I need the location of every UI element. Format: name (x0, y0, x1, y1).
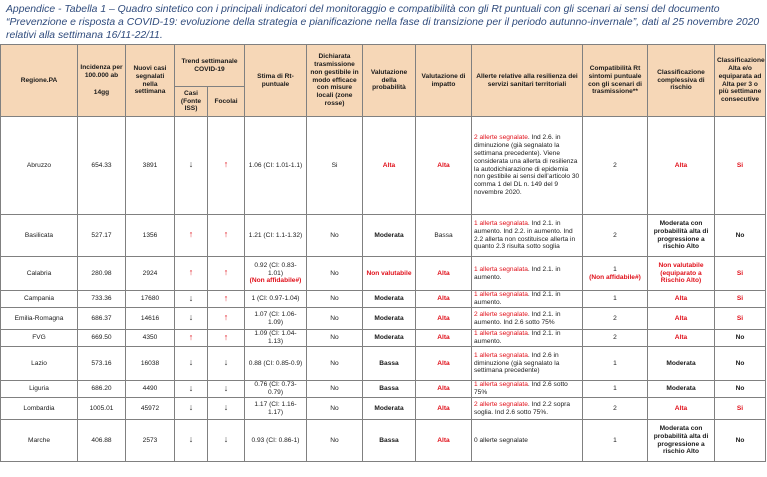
cell-region: Emilia-Romagna (1, 308, 78, 330)
cell-probability: Moderata (363, 330, 416, 347)
cell-risk (648, 347, 715, 381)
rt-value: 0.93 (CI: 0.86-1) (251, 436, 300, 444)
trend-arrow-icon: ↑ (223, 267, 229, 278)
alert-count: 2 allerte segnalate (474, 134, 528, 142)
cell-high3: Si (715, 117, 766, 215)
alert-text: . Ind 2.1. in aumento. Ind 2.6 sotto 75% (474, 310, 561, 326)
header-new-cases: Nuovi casi segnalati nella settimana (126, 45, 175, 117)
cell-risk (648, 330, 715, 347)
cell-new-cases: 1356 (126, 215, 175, 257)
cell-rt (245, 117, 307, 215)
cell-probability: Bassa (363, 381, 416, 398)
cell-region: Calabria (1, 257, 78, 291)
compat-value: 2 (613, 314, 617, 322)
trend-arrow-icon: ↓ (188, 292, 194, 303)
trend-arrow-icon: ↑ (188, 229, 194, 240)
cell-high3: Si (715, 308, 766, 330)
cell-declared: Si (307, 117, 363, 215)
cell-risk (648, 215, 715, 257)
cell-region: Campania (1, 291, 78, 308)
header-probability: Valutazione della probabilità (363, 45, 416, 117)
cell-risk (648, 381, 715, 398)
rt-value: 1.21 (CI: 1.1-1.32) (248, 231, 303, 239)
cell-compat (583, 291, 648, 308)
compat-value: 1 (613, 436, 617, 444)
cell-risk (648, 117, 715, 215)
cell-probability: Moderata (363, 308, 416, 330)
cell-probability: Moderata (363, 398, 416, 420)
cell-foci-trend (208, 117, 245, 215)
cell-high3: Si (715, 291, 766, 308)
trend-arrow-icon: ↑ (223, 229, 229, 240)
cell-impact: Alta (416, 291, 472, 308)
cell-incidence: 686.20 (78, 381, 126, 398)
alert-text: . Ind 2.6 sotto 75% (474, 381, 568, 396)
rt-value: 1.09 (CI: 1.04-1.13) (254, 330, 297, 345)
table-row (1, 398, 766, 420)
cell-cases-trend (175, 330, 208, 347)
rt-value: 1 (CI: 0.97-1.04) (251, 295, 300, 303)
trend-arrow-icon: ↑ (188, 331, 194, 342)
cell-new-cases: 14616 (126, 308, 175, 330)
rt-value: 0.88 (CI: 0.85-0.9) (248, 359, 303, 367)
cell-high3: Si (715, 398, 766, 420)
cell-impact: Bassa (416, 215, 472, 257)
risk-value: Moderata (666, 359, 696, 367)
trend-arrow-icon: ↓ (188, 434, 194, 445)
cell-rt (245, 347, 307, 381)
compat-value: 2 (613, 231, 617, 239)
alert-count: 1 allerta segnalata (474, 265, 528, 273)
table-row (1, 381, 766, 398)
cell-probability: Non valutabile (363, 257, 416, 291)
cell-risk (648, 420, 715, 462)
trend-arrow-icon: ↑ (223, 312, 229, 323)
cell-alerts (472, 215, 583, 257)
compat-value: 2 (613, 404, 617, 412)
cell-impact: Alta (416, 347, 472, 381)
rt-value: 1.06 (CI: 1.01-1.1) (248, 161, 303, 169)
header-region: Regione.PA (1, 45, 78, 117)
cell-incidence: 573.16 (78, 347, 126, 381)
compat-value: 1 (613, 359, 617, 367)
cell-declared: No (307, 257, 363, 291)
cell-new-cases: 16038 (126, 347, 175, 381)
cell-impact: Alta (416, 257, 472, 291)
compat-value: 1 (613, 295, 617, 303)
trend-arrow-icon: ↓ (223, 402, 229, 413)
cell-declared: No (307, 330, 363, 347)
cell-new-cases: 4350 (126, 330, 175, 347)
cell-new-cases: 2573 (126, 420, 175, 462)
cell-declared: No (307, 308, 363, 330)
cell-incidence: 280.98 (78, 257, 126, 291)
cell-impact: Alta (416, 398, 472, 420)
header-compat: Compatibilità Rt sintomi puntuale con gli scenari di trasmissione** (583, 45, 648, 117)
cell-foci-trend (208, 308, 245, 330)
cell-declared: No (307, 215, 363, 257)
cell-cases-trend (175, 291, 208, 308)
cell-declared: No (307, 347, 363, 381)
cell-rt (245, 420, 307, 462)
rt-value: 0.92 (CI: 0.83-1.01) (254, 261, 297, 277)
cell-incidence: 686.37 (78, 308, 126, 330)
cell-compat (583, 308, 648, 330)
alert-count: 1 allerta segnalata (474, 381, 528, 389)
cell-risk (648, 398, 715, 420)
cell-rt (245, 215, 307, 257)
cell-compat (583, 215, 648, 257)
cell-compat (583, 330, 648, 347)
table-row (1, 308, 766, 330)
trend-arrow-icon: ↓ (188, 402, 194, 413)
cell-region: Marche (1, 420, 78, 462)
alert-count: 1 allerta segnalata (474, 219, 528, 227)
compat-value: 1 (613, 385, 617, 393)
alert-text: . Ind 2.1. in aumento. (474, 330, 561, 345)
table-row (1, 420, 766, 462)
cell-rt (245, 381, 307, 398)
cell-region: FVG (1, 330, 78, 347)
alert-count: 2 allerte segnalate (474, 310, 528, 318)
monitoring-table (0, 44, 766, 462)
rt-value: 1.07 (CI: 1.06-1.09) (254, 310, 297, 326)
cell-compat (583, 347, 648, 381)
cell-rt (245, 308, 307, 330)
cell-new-cases: 45972 (126, 398, 175, 420)
rt-value: 1.17 (CI: 1.16-1.17) (254, 400, 297, 416)
cell-alerts (472, 420, 583, 462)
cell-probability: Alta (363, 117, 416, 215)
cell-new-cases: 17680 (126, 291, 175, 308)
table-caption: Appendice - Tabella 1 – Quadro sintetico con i principali indicatori del monitoraggio e compatibilità con gli Rt puntuali con gli scenari ai sensi del documento “Prevenzione e risposta a COVID-19: evoluzione della strategia e pianificazione nella fase di transizione per il periodo autunno-invernale”, dati al 25 novembre 2020 relativi alla settimana 16/11-22/11. (6, 4, 760, 41)
table-row (1, 291, 766, 308)
cell-high3: No (715, 215, 766, 257)
alert-count: 1 allerta segnalata (474, 291, 528, 299)
cell-incidence: 527.17 (78, 215, 126, 257)
header-trend-cases: Casi (Fonte ISS) (175, 87, 208, 117)
risk-value: Alta (674, 334, 688, 342)
cell-risk (648, 308, 715, 330)
cell-foci-trend (208, 381, 245, 398)
header-trend-foci: Focolai (208, 87, 245, 117)
cell-alerts (472, 117, 583, 215)
risk-note: (equiparato a Rischio Alto) (660, 269, 702, 285)
cell-high3: No (715, 347, 766, 381)
cell-probability: Bassa (363, 420, 416, 462)
cell-cases-trend (175, 420, 208, 462)
cell-compat (583, 398, 648, 420)
risk-value: Moderata con probabilità alta di progressione a rischio Alto (653, 219, 709, 251)
header-rt: Stima di Rt- puntuale (245, 45, 307, 117)
cell-rt (245, 330, 307, 347)
trend-arrow-icon: ↓ (188, 357, 194, 368)
table-row (1, 117, 766, 215)
compat-value: 1 (613, 265, 617, 273)
trend-arrow-icon: ↑ (188, 267, 194, 278)
trend-arrow-icon: ↓ (223, 382, 229, 393)
cell-cases-trend (175, 398, 208, 420)
cell-impact: Alta (416, 330, 472, 347)
header-risk: Classificazione complessiva di rischio (648, 45, 715, 117)
header-trend: Trend settimanale COVID-19 (175, 45, 245, 87)
risk-value: Alta (674, 295, 688, 303)
cell-probability: Moderata (363, 291, 416, 308)
cell-new-cases: 3891 (126, 117, 175, 215)
cell-impact: Alta (416, 381, 472, 398)
header-impact: Valutazione di impatto (416, 45, 472, 117)
cell-new-cases: 2924 (126, 257, 175, 291)
trend-arrow-icon: ↑ (223, 292, 229, 303)
risk-value: Moderata con probabilità alta di progressione a rischio Alto (653, 424, 709, 456)
cell-rt (245, 257, 307, 291)
cell-declared: No (307, 381, 363, 398)
cell-region: Lazio (1, 347, 78, 381)
cell-alerts (472, 398, 583, 420)
cell-high3: Si (715, 257, 766, 291)
cell-region: Abruzzo (1, 117, 78, 215)
cell-impact: Alta (416, 117, 472, 215)
cell-region: Lombardia (1, 398, 78, 420)
risk-value: Non valutabile (658, 261, 704, 269)
cell-probability: Bassa (363, 347, 416, 381)
header-declared: Dichiarata trasmissione non gestibile in modo efficace con misure locali (zone rosse) (307, 45, 363, 117)
cell-foci-trend (208, 257, 245, 291)
cell-alerts (472, 347, 583, 381)
cell-alerts (472, 291, 583, 308)
cell-declared: No (307, 398, 363, 420)
cell-incidence: 654.33 (78, 117, 126, 215)
cell-risk (648, 291, 715, 308)
cell-alerts (472, 308, 583, 330)
alert-text: 0 allerte segnalate (474, 436, 528, 444)
trend-arrow-icon: ↓ (188, 312, 194, 323)
risk-value: Moderata (666, 385, 696, 393)
alert-text: . Ind 2.1. in aumento. Ind 2.2. in aumento. Ind 2.2 allerta non costituisce allerta in quanto 2.3 risulta sotto soglia (474, 219, 576, 251)
cell-declared: No (307, 291, 363, 308)
alert-text: . Ind 2.1. in aumento. (474, 291, 561, 306)
cell-rt (245, 291, 307, 308)
table-row (1, 215, 766, 257)
cell-rt (245, 398, 307, 420)
cell-cases-trend (175, 308, 208, 330)
cell-alerts (472, 257, 583, 291)
compat-value: 2 (613, 334, 617, 342)
trend-arrow-icon: ↓ (188, 382, 194, 393)
trend-arrow-icon: ↓ (188, 159, 194, 170)
cell-cases-trend (175, 215, 208, 257)
trend-arrow-icon: ↑ (223, 159, 229, 170)
cell-impact: Alta (416, 420, 472, 462)
cell-foci-trend (208, 420, 245, 462)
alert-text: . Ind 2.1. in aumento. (474, 265, 561, 281)
alert-count: 1 allerta segnalata (474, 351, 528, 359)
alert-text: . Ind 2.6. in diminuzione (già segnalato la settimana precedente). Viene considerata una allerta di resilienza la autodichiarazione di epidemia non gestibile ai sensi dell’articolo 30 comma 1 del DL n. 149 del 9 novembre 2020. (474, 134, 580, 196)
cell-foci-trend (208, 291, 245, 308)
cell-cases-trend (175, 347, 208, 381)
alert-count: 1 allerta segnalata (474, 330, 528, 338)
cell-compat (583, 257, 648, 291)
cell-foci-trend (208, 398, 245, 420)
table-row (1, 347, 766, 381)
risk-value: Alta (674, 314, 688, 322)
cell-compat (583, 117, 648, 215)
risk-value: Alta (674, 404, 688, 412)
cell-incidence: 669.50 (78, 330, 126, 347)
compat-value: 2 (613, 161, 617, 169)
cell-cases-trend (175, 257, 208, 291)
cell-alerts (472, 381, 583, 398)
cell-alerts (472, 330, 583, 347)
cell-incidence: 733.36 (78, 291, 126, 308)
cell-impact: Alta (416, 308, 472, 330)
cell-high3: No (715, 420, 766, 462)
header-alerts: Allerte relative alla resilienza dei servizi sanitari territoriali (472, 45, 583, 117)
cell-region: Basilicata (1, 215, 78, 257)
cell-cases-trend (175, 117, 208, 215)
cell-foci-trend (208, 215, 245, 257)
cell-incidence: 406.88 (78, 420, 126, 462)
cell-foci-trend (208, 347, 245, 381)
trend-arrow-icon: ↑ (223, 331, 229, 342)
cell-region: Liguria (1, 381, 78, 398)
cell-risk (648, 257, 715, 291)
cell-high3: No (715, 330, 766, 347)
rt-note: (Non affidabile#) (249, 277, 302, 285)
risk-value: Alta (674, 161, 688, 169)
cell-compat (583, 420, 648, 462)
alert-count: 2 allerte segnalate (474, 400, 528, 408)
rt-value: 0.76 (CI: 0.73-0.79) (254, 381, 297, 396)
cell-compat (583, 381, 648, 398)
header-incidence: Incidenza per 100.000 ab 14gg (78, 45, 126, 117)
trend-arrow-icon: ↓ (223, 434, 229, 445)
cell-cases-trend (175, 381, 208, 398)
compat-note: (Non affidabile#) (589, 273, 641, 281)
table-row (1, 330, 766, 347)
cell-declared: No (307, 420, 363, 462)
alert-text: . Ind 2.2 sopra soglia. Ind 2.6 sotto 75%. (474, 400, 571, 416)
alert-text: . Ind 2.6 in diminuzione (già segnalato la settimana precedente) (474, 351, 560, 375)
header-high3: Classificazione Alta e/o equiparata ad Alta per 3 o più settimane consecutive (715, 45, 766, 117)
cell-new-cases: 4490 (126, 381, 175, 398)
table-row (1, 257, 766, 291)
cell-incidence: 1005.01 (78, 398, 126, 420)
trend-arrow-icon: ↓ (223, 357, 229, 368)
cell-high3: No (715, 381, 766, 398)
cell-probability: Moderata (363, 215, 416, 257)
cell-foci-trend (208, 330, 245, 347)
